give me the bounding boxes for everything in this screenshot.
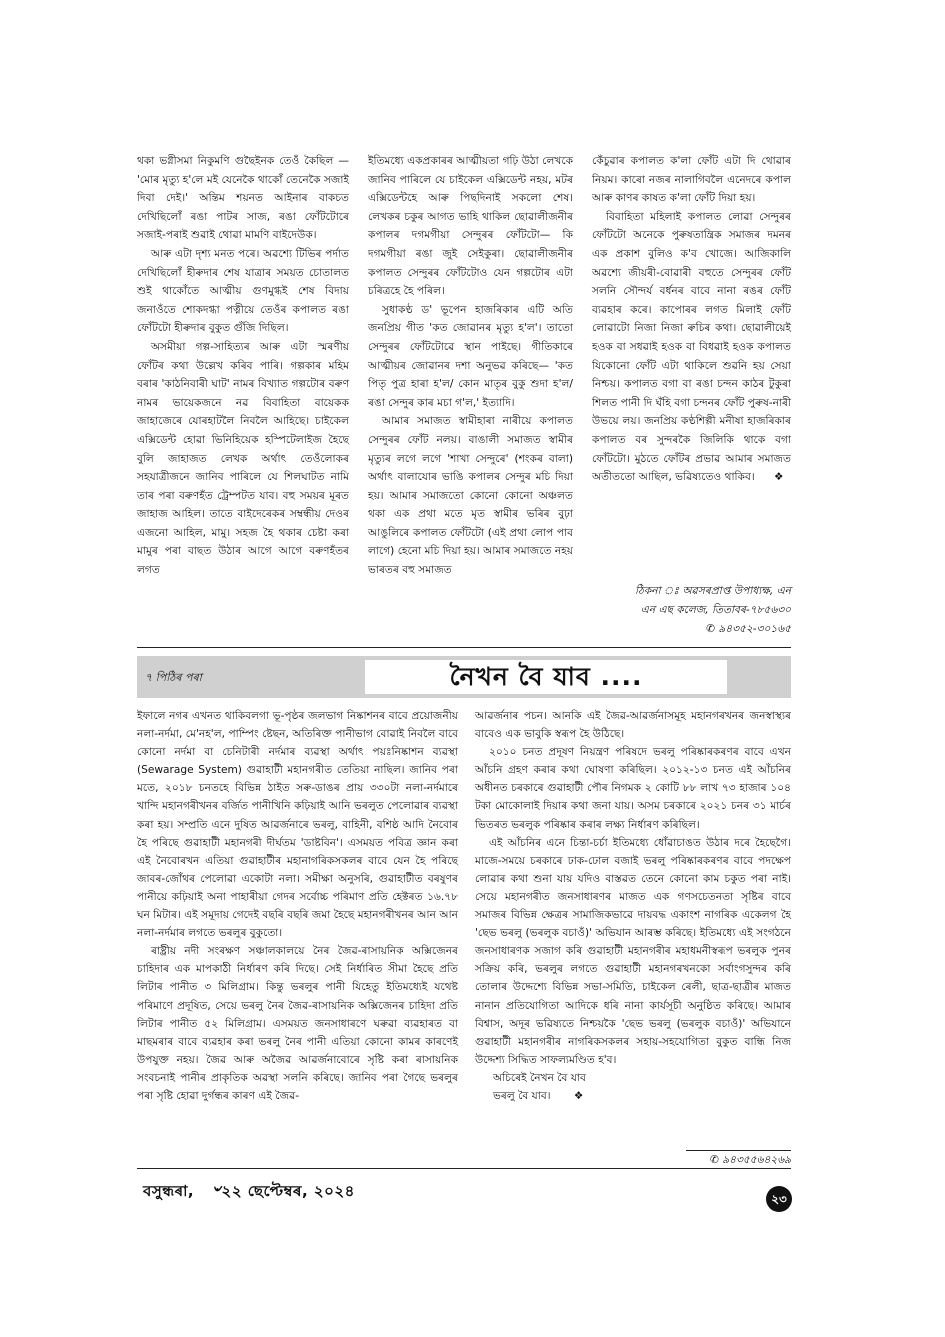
paragraph: অসমীয়া গল্প-সাহিত্যৰ আৰু এটা স্মৰণীয় ফোঁটৰ কথা উল্লেখ কৰিব পাৰি। গল্পকাৰ মহিম বৰাৰ 'কাঠনিবাৰী ঘাট' নামৰ বিখ্যাত গল্পটোৰ বৰুণ নামৰ ভায়েকজনে নৱ বিবাহিতা বায়েকক জাহাজেৰে যোৰহাটলৈ নিবলৈ আহিছে। চাইকেল এক্সিডেন্ট হোৱা ভিনিহিয়েক হস্পিটেলাইজ হৈছে বুলি জাহাজত লেখক অৰ্থাৎ তেওঁলোকৰ সহযাত্ৰীজনে জানিব পাৰিলে যে শিলঘাটত নামি তাৰ পৰা বৰুণহঁত ট্ৰেম্পটত যাব। বহু সময়ৰ মূৰত জাহাজ আহিল। তাতে বাইদেৰেকৰ সম্বন্ধীয় দেওৰ এজনো আহিল, মামু। সহজ হৈ থকাৰ চেষ্টা কৰা মামুৰ পৰা বাছত উঠাৰ আগে আগে বৰুণহঁতৰ লগত bbox=[137, 340, 349, 577]
address-line: এন এছ কলেজ, তিতাবৰ-৭৮৫৬৩০ bbox=[640, 604, 791, 616]
paragraph-text: বিবাহিতা মহিলাই কপালত লোৱা সেন্দুৰৰ ফোঁটটো অনেকে পুৰুষতান্ত্ৰিক সমাজৰ দমনৰ এক প্ৰকাশ বুলিও ক'ব খোজে। আজিকালি অৱশ্যে জীয়ৰী-বোৱাৰী বহুতে সেন্দুৰৰ ফোঁট সলনি সৌন্দৰ্য বৰ্ধনৰ বাবে নানা ৰঙৰ ফোঁট ব্যৱহাৰ কৰে। কাপোৰৰ লগত মিলাই ফোঁট লোৱাটো নিজা নিজা ৰুচিৰ কথা। ছোৱালীয়েই হওক বা সধৱাই হওক বা বিধৱাই হওক কপালত যিকোনো ফোঁট এটা থাকিলে শুৱনি হয় সেয়া নিশ্চয়। কপালত বগা বা ৰঙা চন্দন কাঠৰ টুকুৰা শিলত পানী দি ঘঁহি বগা চন্দনৰ ফোঁট পুৰুষ-নাৰী উভয়ে লয়। জনপ্ৰিয় কণ্ঠশিল্পী মনীষা হাজৰিকাৰ কপালত বৰ সুন্দৰকৈ জিলিকি থাকে বগা ফোঁটটো। মুঠতে ফোঁটৰ প্ৰভাৱ আমাৰ সমাজত অতীততো আছিল, ভৱিষ্যতেও থাকিব। bbox=[592, 210, 791, 484]
article-column-5 bbox=[475, 707, 791, 1105]
end-mark-icon: ❖ bbox=[774, 471, 784, 484]
end-mark-icon: ❖ bbox=[573, 1089, 584, 1102]
paragraph: ২০১০ চনত প্ৰদূষণ নিয়ন্ত্ৰণ পৰিষদে ভৰলু পৰিষ্কাৰকৰণৰ বাবে এখন আঁচনি গ্ৰহণ কৰাৰ কথা ঘোষণা কৰিছিল। ২০১২-১৩ চনত এই আঁচনিৰ অধীনত চৰকাৰে গুৱাহাটী পৌৰ নিগমক ২ কোটি ৮৮ লাখ ৭৩ হাজাৰ ১০৪ টকা মোকোলাই দিয়াৰ কথা জনা যায়। অসম চৰকাৰে ২০২১ চনৰ ৩১ মাৰ্চৰ ভিতৰত ভৰলুক পৰিষ্কাৰ কৰাৰ লক্ষ্য নিৰ্ধাৰণ কৰিছিল। bbox=[475, 746, 791, 831]
article-headline: নৈখন বৈ যাব .... bbox=[365, 660, 727, 694]
issue-date: ৺২২ ছেপ্টেম্বৰ, ২০২৪ bbox=[211, 1182, 355, 1200]
page-number-badge: ২৩ bbox=[766, 1186, 792, 1212]
paragraph: সুধাকণ্ঠ ড' ভূপেন হাজৰিকাৰ এটি অতি জনপ্ৰিয় গীত 'কত জোৱানৰ মৃত্যু হ'ল'। তাতো সেন্দুৰৰ ফোঁটটোৱে স্থান পাইছে। গীতিকাৰে আত্মীয়ৰ জোৱানৰ দশা অনুভৱ কৰিছে— 'কত পিতৃ পুত্ৰ হাৰা হ'ল/ কোন মাতৃৰ বুকু শুদা হ'ল/ ৰঙা সেন্দুৰ কাৰ মচা গ'ল,' ইত্যাদি। bbox=[368, 303, 573, 409]
closing-line bbox=[475, 1087, 791, 1105]
section-divider bbox=[137, 647, 791, 648]
closing-text: ভৰলু বৈ যাব। bbox=[493, 1089, 551, 1102]
paragraph: ৰাষ্ট্ৰীয় নদী সংৰক্ষণ সঞ্চালকালয়ে নৈৰ জৈৱ-ৰাসায়নিক অক্সিজেনৰ চাহিদাৰ এক মাপকাঠী নিৰ্ধাৰণ কৰি দিছে। সেই নিৰ্ধাৰিত সীমা হৈছে প্ৰতি লিটাৰ পানীত ৩ মিলিগ্ৰাম। কিন্তু ভৰলুৰ পানী যিহেতু ইতিমধ্যেই যথেষ্ট পৰিমাণে প্ৰদূষিত, সেয়ে ভৰলু নৈৰ জৈৱ-ৰাসায়নিক অক্সিজেনৰ চাহিদা প্ৰতি লিটাৰ পানীত ৫২ মিলিগ্ৰাম। এসময়ত জনসাধাৰণে ঘৰুৱা ব্যৱহাৰত বা মাছমৰাৰ বাবে ব্যৱহাৰ কৰা ভৰলু নৈৰ পানী এতিয়া কোনো কামৰ কাৰণেই উপযুক্ত নহয়। জৈৱ আৰু অজৈৱ আৱৰ্জনাবোৰে সৃষ্টি কৰা ৰাসায়নিক সংবচনাই পানীৰ প্ৰাকৃতিক অৱস্থা সলনি কৰিছে। জানিব পৰা গৈছে ভৰলুৰ পৰা সৃষ্টি হোৱা দুৰ্গন্ধৰ কাৰণ এই জৈৱ- bbox=[137, 945, 458, 1102]
paragraph: আৰু এটা দৃশ্য মনত পৰে। অৱশ্যে টিভিৰ পৰ্দাত দেখিছিলোঁ হীৰুদাৰ শেষ যাত্ৰাৰ সময়ত চোতালত শুই থাকোঁতে আত্মীয় গুণমুগ্ধই শেষ বিদায় জনাওঁতে শোকদগ্ধা পত্নীয়ে তেওঁৰ কপালত ৰঙা ফোঁটটো হীৰুদাৰ বুকুত গুঁজি দিছিল। bbox=[137, 247, 349, 335]
article-column-3 bbox=[592, 152, 791, 487]
continuation-banner bbox=[137, 656, 791, 698]
paragraph bbox=[592, 208, 791, 487]
author-address bbox=[592, 582, 791, 639]
paragraph: এই আঁচনিৰ এনে চিন্তা-চৰ্চা ইতিমধ্যে ধোঁৱাচাঙত উঠাৰ দৰে হৈছেগৈ। মাজে-সময়ে চৰকাৰে ঢাক-ঢোল বজাই ভৰলু পৰিষ্কাৰকৰণৰ বাবে পদক্ষেপ লোৱাৰ কথা শুনা যায় যদিও বাস্তৱত তেনে কোনো কাম চকুত পৰা নাই। সেয়ে মহানগৰীত জনসাধাৰণৰ মাজত এক গণসচেতনতা সৃষ্টিৰ বাবে সমাজৰ বিভিন্ন ক্ষেত্ৰৰ সামাজিকভাৱে দায়বদ্ধ একাংশ নাগৰিক একেলগ হৈ 'ছেভ ভৰলু (ভৰলুক বচাওঁ)' অভিযান আৰম্ভ কৰিছে। ইতিমধ্যে এই সংগঠনে জনসাধাৰণক সজাগ কৰি গুৱাহাটী মহানগৰীৰ মহাধমনীস্বৰূপ ভৰলুক পুনৰ সক্ৰিয় কৰি, ভৰলুৰ লগতে গুৱাহাটী মহানগৰখনকো সৰ্বাংগসুন্দৰ কৰি তোলাৰ উদ্দেশ্যে বিভিন্ন সভা-সমিতি, চাইকেল ৰেলী, ছাত্ৰ-ছাত্ৰীৰ মাজত নানান প্ৰতিযোগিতা আদিকে ধৰি নানা কাৰ্যসূচী অনুষ্ঠিত কৰিছে। আমাৰ বিশ্বাস, অদূৰ ভৱিষ্যতে নিশ্চয়কৈ 'ছেভ ভৰলু (ভৰলুক বচাওঁ)' অভিযানে গুৱাহাটী মহানগৰীৰ নাগৰিকসকলৰ সহায়-সহযোগিতা বুকুত বান্ধি নিজ উদ্দেশ্য সিদ্ধিত সাফল্যমণ্ডিত হ'ব। bbox=[475, 836, 791, 1066]
closing-line: অচিৰেই নৈখন বৈ যাব bbox=[493, 1071, 586, 1084]
paragraph: থকা ভগ্নীসমা নিকুমণি গুছৈইনক তেওঁ কৈছিল — 'মোৰ মৃত্যু হ'লে মই যেনেকৈ থাকোঁ তেনেকৈ সজাই দিবা দেই।' অন্তিম শয়নত আইনাৰ বাকচত দেখিছিলোঁ ৰঙা পাটৰ সাজ, ৰঙা ফোঁটটোৰে সজাই-পৰাই শুৱাই থোৱা মামণি বাইদেউক। bbox=[137, 155, 349, 242]
continued-from-label: ৭ পিঠিৰ পৰা bbox=[145, 671, 202, 684]
article-column-2 bbox=[368, 152, 573, 580]
article-column-1 bbox=[137, 152, 349, 580]
paragraph: ইতিমধ্যে একপ্ৰকাৰৰ আত্মীয়তা গঢ়ি উঠা লেখকে জানিব পাৰিলে যে চাইকেল এক্সিডেন্ট নহয়, মটৰ এক্সিডেন্টহে আৰু পিছদিনাই সকলো শেষ। লেখকৰ চকুৰ আগত ভাহি থাকিল ছোৱালীজনীৰ কপালৰ দগমগীয়া সেন্দুৰৰ ফোঁটটো— কি দগমগীয়া ৰঙা জুই সেইকুৰা। ছোৱালীজনীৰ কপালত সেন্দুৰৰ ফোঁটটোও যেন গল্পটোৰ এটা চৰিত্ৰহে হৈ পৰিল। bbox=[368, 155, 573, 298]
page-footer bbox=[143, 1180, 355, 1205]
magazine-name: বসুন্ধৰা, bbox=[143, 1182, 195, 1200]
paragraph: ইফালে নগৰ এখনত থাকিবলগা ভূ-পৃষ্ঠৰ জলভাগ নিষ্কাশনৰ বাবে প্ৰয়োজনীয় নলা-নৰ্দমা, মে'নহ'ল, পাম্পিং ষ্টেছন, অতিৰিক্ত পানীভাগ বোৱাই নিবলৈ বাবে কোনো নৰ্দমা বা চেনিটাৰী নৰ্দমাৰ ব্যৱস্থা অৰ্থাৎ পয়ঃনিষ্কাশন ব্যৱস্থা (Sewarage System) গুৱাহাটী মহানগৰীত তেতিয়া নাছিল। জানিব পৰা মতে, ২০১৮ চনতহে বিভিন্ন ঠাইত সৰু-ডাঙৰ প্ৰায় ৩৩০টা নলা-নৰ্দমাৰে খান্দি মহানগৰীখনৰ বৰ্জিত পানীখিনি কঢ়িয়াই আনি ভৰলুত পেলোৱাৰ ব্যৱস্থা কৰা হয়। সম্প্ৰতি এনে দুষিত আৱৰ্জনাৰে ভৰলু, বাহিনী, বশিষ্ঠ আদি নৈবোৰ হৈ পৰিছে গুৱাহাটী মহানগৰী দীৰ্ঘতম 'ডাষ্টবিন'। এসময়ত পবিত্ৰ জ্ঞান কৰা এই নৈবোৰখন এতিয়া গুৱাহাটীৰ মহানাগৰিকসকলৰ বাবে যেন হৈ পৰিছে জাবৰ-জোঁথৰ পেলোৱা একোটা নলা। সমীক্ষা অনুসৰি, গুৱাহাটীত বৰষুণৰ পানীয়ে কঢ়িয়াই অনা পাহাৰীয়া গেদৰ সৰ্বোচ্চ পৰিমাণ প্ৰতি হেক্টৰত ১৬.৭৮ ঘন মিটাৰ। এই সমূদায় গেদেই বছৰি বছৰি জমা হৈছে মহানগৰীখনৰ আন আন নলা-নৰ্দমাৰ লগতে ভৰলুৰ বুকুতো। bbox=[137, 710, 458, 940]
contact-phone: ✆ ৯৪৩৫৫৬৪২৬৯ bbox=[686, 1150, 791, 1170]
article-column-4 bbox=[137, 707, 458, 1105]
address-line: ঠিকনা ঃ অৱসৰপ্ৰাপ্ত উপাধ্যক্ষ, এন bbox=[635, 585, 791, 597]
paragraph: কেঁচুৱাৰ কপালত ক'লা ফোঁট এটা দি থোৱাৰ নিয়ম। কাৰো নজৰ নালাগিবলৈ এনেদৰে কপাল আৰু কাণৰ কাষত ক'লা ফোঁট দিয়া হয়। bbox=[592, 155, 791, 205]
paragraph: আমাৰ সমাজত স্বামীহাৰা নাৰীয়ে কপালত সেন্দুৰৰ ফোঁট নলয়। বাঙালী সমাজত স্বামীৰ মৃত্যুৰ লগে লগে 'শাখা সেন্দুৰে' (শংকৰ বালা) অৰ্থাৎ বালাযোৰ ভাঙি কপালৰ সেন্দুৰ মচি দিয়া হয়। আমাৰ সমাজতো কোনো কোনো অঞ্চলত থকা এক প্ৰথা মতে মৃত স্বামীৰ ভৰিৰ বুঢ়া আঙুলিৰে কপালত ফোঁটটো (এই প্ৰথা লোপ পাব লাগে) হেনো মচি দিয়া হয়। আমাৰ সমাজতে নহয় ভাৰতৰ বহু সমাজত bbox=[368, 415, 573, 577]
phone-line: ✆ ৯৪৩৫২-৩০১৬৫ bbox=[706, 623, 791, 635]
footer-divider bbox=[137, 1168, 791, 1169]
paragraph: আৱৰ্জনাৰ পচন। আনকি এই জৈৱ-আৱৰ্জনাসমূহ মহানগৰখনৰ জনস্বাস্থ্যৰ বাবেও এক ভাবুকি স্বৰূপ হৈ উঠিছে। bbox=[475, 710, 791, 741]
